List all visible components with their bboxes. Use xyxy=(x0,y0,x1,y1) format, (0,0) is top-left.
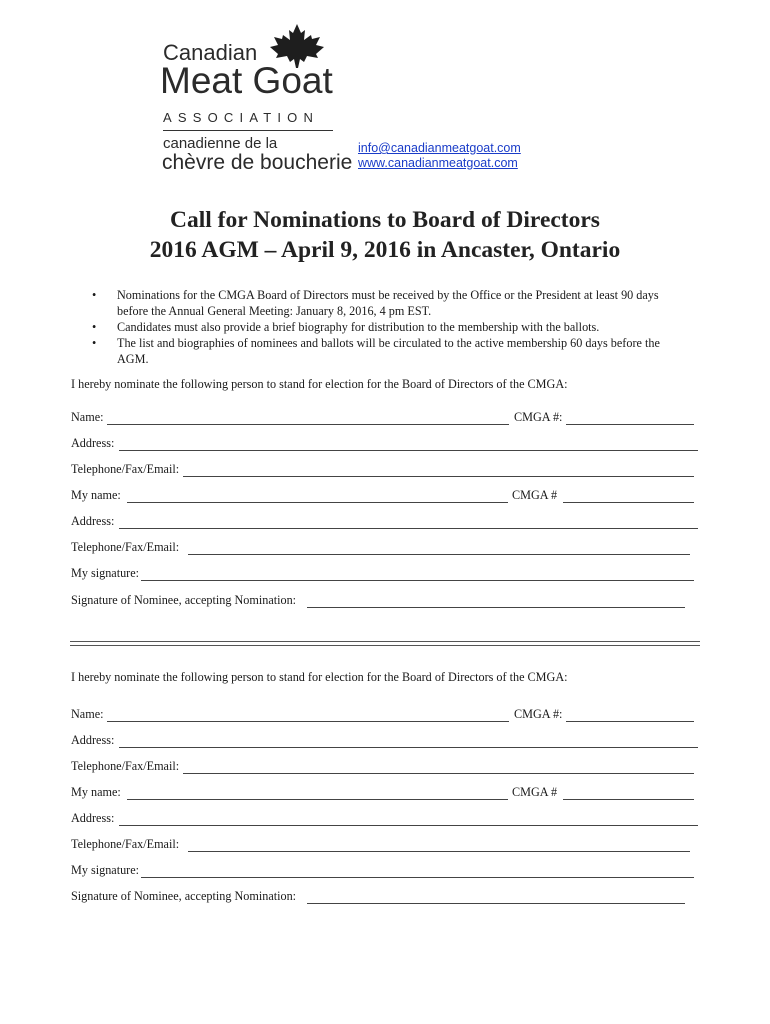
form2-nominee-signature-field[interactable] xyxy=(307,903,685,904)
page-title: Call for Nominations to Board of Directors xyxy=(170,207,600,233)
form2-telephone-field[interactable] xyxy=(183,773,694,774)
form1-intro: I hereby nominate the following person to stand for election for the Board of Directors of the CMGA: xyxy=(71,377,568,391)
form1-address2-label: Address: xyxy=(71,514,115,528)
logo-french-line2: chèvre de boucherie xyxy=(162,151,353,174)
form1-my-cmga-field[interactable] xyxy=(563,502,694,503)
form2-telephone-label: Telephone/Fax/Email: xyxy=(71,759,180,773)
form1-name-field[interactable] xyxy=(107,424,509,425)
form1-my-name-label: My name: xyxy=(71,488,121,502)
form1-telephone-label: Telephone/Fax/Email: xyxy=(71,462,180,476)
form1-cmga-field[interactable] xyxy=(566,424,694,425)
logo-divider xyxy=(163,130,333,131)
form1-telephone-field[interactable] xyxy=(183,476,694,477)
form2-telephone2-field[interactable] xyxy=(188,851,690,852)
form1-telephone2-field[interactable] xyxy=(188,554,690,555)
form1-my-cmga-label: CMGA # xyxy=(512,488,558,502)
form1-address2-field[interactable] xyxy=(119,528,698,529)
list-item xyxy=(92,319,692,335)
form2-address2-field[interactable] xyxy=(119,825,698,826)
form2-cmga-label: CMGA #: xyxy=(514,707,563,721)
form2-address-field[interactable] xyxy=(119,747,698,748)
form1-nominee-signature-label: Signature of Nominee, accepting Nomination: xyxy=(71,593,297,607)
form2-cmga-field[interactable] xyxy=(566,721,694,722)
bullet-list xyxy=(92,287,692,367)
form1-telephone2-label: Telephone/Fax/Email: xyxy=(71,540,180,554)
bullet-glyph: • xyxy=(92,336,97,350)
form2-my-cmga-label: CMGA # xyxy=(512,785,558,799)
page-subtitle: 2016 AGM – April 9, 2016 in Ancaster, Ontario xyxy=(149,237,621,263)
form1-signature-label: My signature: xyxy=(71,566,140,580)
form1-signature-field[interactable] xyxy=(141,580,694,581)
bullet-text: The list and biographies of nominees and ballots will be circulated to the active membership 60 days before the AGM. xyxy=(117,336,660,366)
bullet-text: Nominations for the CMGA Board of Directors must be received by the Office or the President at least 90 days before the Annual General Meeting: January 8, 2016, 4 pm EST. xyxy=(117,288,659,318)
list-item xyxy=(92,287,692,319)
logo-canadian: Canadian xyxy=(163,40,258,65)
form2-signature-label: My signature: xyxy=(71,863,140,877)
form2-my-cmga-field[interactable] xyxy=(563,799,694,800)
form1-cmga-label: CMGA #: xyxy=(514,410,563,424)
logo-meat-goat: Meat Goat xyxy=(160,60,333,101)
form2-telephone2-label: Telephone/Fax/Email: xyxy=(71,837,180,851)
bullet-text: Candidates must also provide a brief biography for distribution to the membership with the ballots. xyxy=(117,320,600,334)
form2-signature-field[interactable] xyxy=(141,877,694,878)
bullet-glyph: • xyxy=(92,320,97,334)
form1-address-label: Address: xyxy=(71,436,115,450)
form2-nominee-signature-label: Signature of Nominee, accepting Nomination: xyxy=(71,889,297,903)
logo-association: ASSOCIATION xyxy=(163,110,320,125)
logo-french-line1: canadienne de la xyxy=(163,135,278,152)
website-link[interactable]: www.canadianmeatgoat.com xyxy=(358,156,518,170)
section-divider xyxy=(70,645,700,646)
form2-name-field[interactable] xyxy=(107,721,509,722)
form2-address2-label: Address: xyxy=(71,811,115,825)
section-divider xyxy=(70,641,700,642)
form2-address-label: Address: xyxy=(71,733,115,747)
form2-name-label: Name: xyxy=(71,707,104,721)
form1-my-name-field[interactable] xyxy=(127,502,508,503)
list-item xyxy=(92,335,692,367)
form2-my-name-label: My name: xyxy=(71,785,121,799)
form2-my-name-field[interactable] xyxy=(127,799,508,800)
form1-nominee-signature-field[interactable] xyxy=(307,607,685,608)
form1-address-field[interactable] xyxy=(119,450,698,451)
bullet-glyph: • xyxy=(92,288,97,302)
form1-name-label: Name: xyxy=(71,410,104,424)
email-link[interactable]: info@canadianmeatgoat.com xyxy=(358,141,521,155)
form2-intro: I hereby nominate the following person to stand for election for the Board of Directors of the CMGA: xyxy=(71,670,568,684)
